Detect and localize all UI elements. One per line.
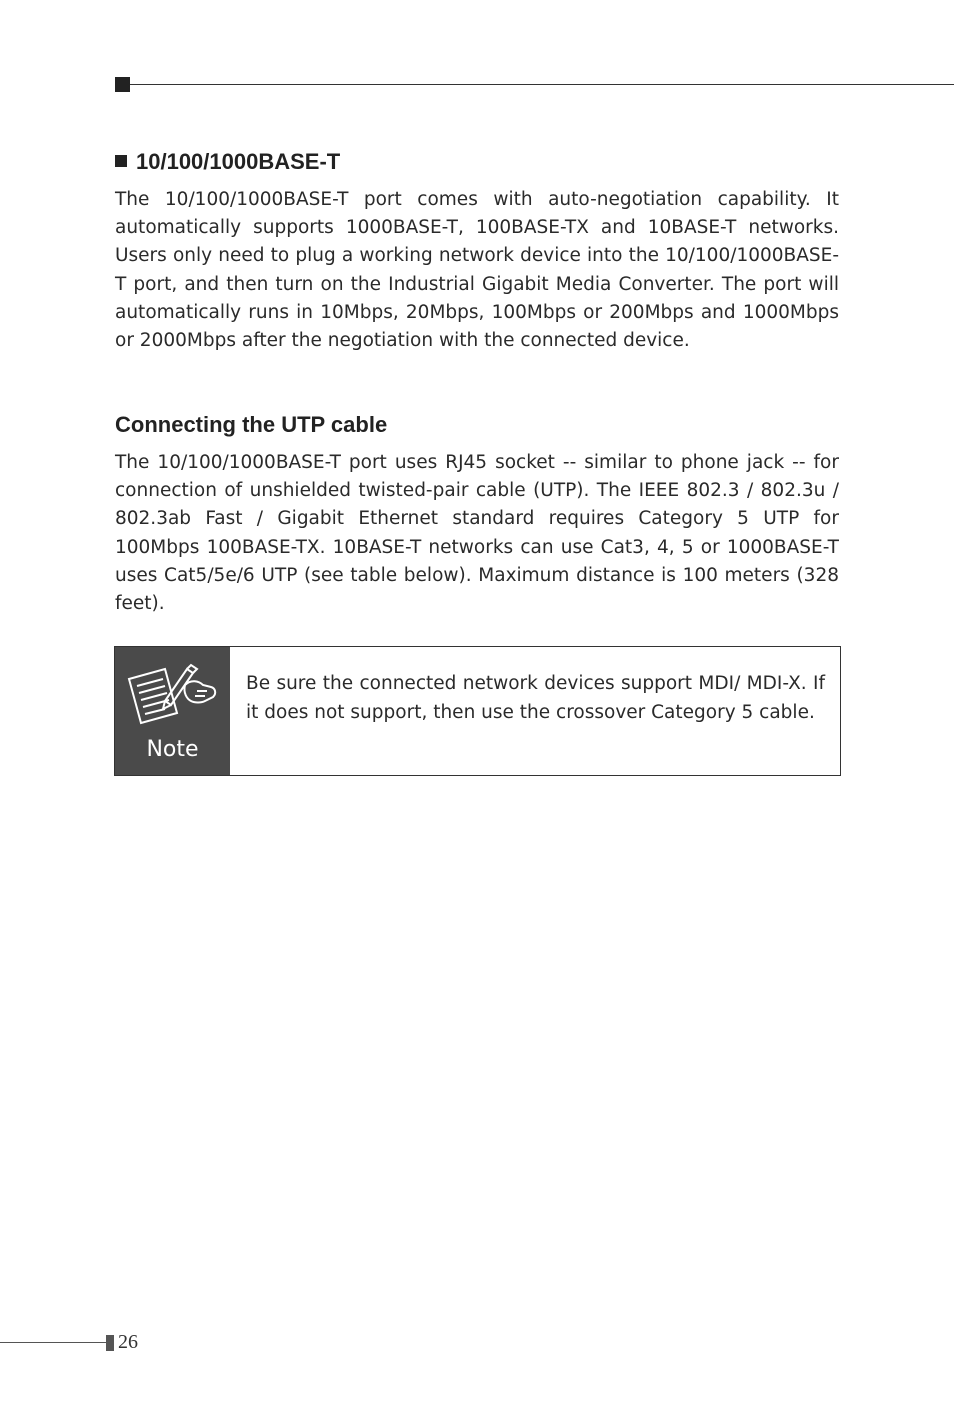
- section-heading: [115, 148, 340, 176]
- subsection-heading: Connecting the UTP cable: [115, 412, 388, 437]
- note-box: [114, 646, 841, 776]
- header-rule: [128, 84, 954, 85]
- note-label: Note: [146, 737, 199, 762]
- note-icon-panel: [115, 647, 230, 775]
- square-bullet-icon: [115, 155, 127, 167]
- page-number: 26: [118, 1331, 138, 1353]
- subsection-paragraph: The 10/100/1000BASE-T port uses RJ45 socket -- similar to phone jack -- for connection of unshielded twisted-pair cable (UTP). The IEEE 802.3 / 802.3u / 802.3ab Fast / Gigabit Ethernet standard requires Category 5 UTP for 100Mbps 100BASE-TX. 10BASE-T networks can use Cat3, 4, 5 or 1000BASE-T uses Cat5/5e/6 UTP (see table below). Maximum distance is 100 meters (328 feet).: [115, 452, 839, 615]
- note-text: Be sure the connected network devices support MDI/ MDI-X. If it does not support, then use the crossover Category 5 cable.: [246, 673, 825, 723]
- section-paragraph: The 10/100/1000BASE-T port comes with auto-negotiation capability. It automatically supports 1000BASE-T, 100BASE-TX and 10BASE-T networks. Users only need to plug a working network device into the 10/100/1000BASE-T port, and then turn on the Industrial Gigabit Media Converter. The port will automatically runs in 10Mbps, 20Mbps, 100Mbps or 200Mbps and 1000Mbps or 2000Mbps after the negotiation with the connected device.: [115, 189, 839, 352]
- footer-square-marker: [106, 1335, 114, 1351]
- note-pen-icon: [125, 661, 220, 731]
- section-heading-text: 10/100/1000BASE-T: [136, 149, 341, 174]
- footer-rule: [0, 1342, 106, 1343]
- header-square-marker: [115, 77, 130, 92]
